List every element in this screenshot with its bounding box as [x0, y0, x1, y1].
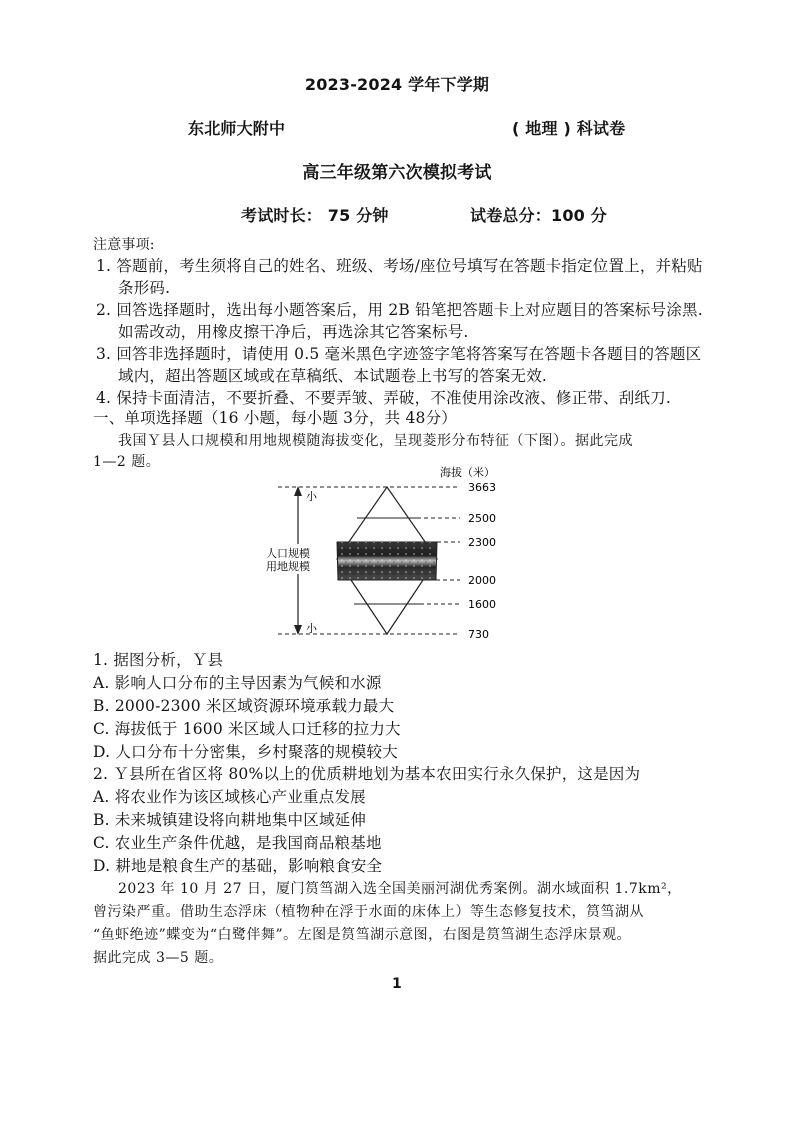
elevation-label: 3663: [468, 481, 496, 494]
note-item: 域内，超出答题区域或在草稿纸、本试题卷上书写的答案无效.: [118, 367, 548, 385]
section-title: 一、单项选择题（16 小题，每小题 3分，共 48分）: [93, 409, 457, 427]
question-2-option-c: C. 农业生产条件优越，是我国商品粮基地: [93, 834, 382, 852]
elevation-label: 1600: [468, 598, 496, 611]
note-item: 条形码.: [118, 279, 171, 297]
elevation-label: 2500: [468, 512, 496, 525]
note-item: 4. 保持卡面清洁，不要折叠、不要弄皱、弄破，不准使用涂改液、修正带、刮纸刀.: [96, 389, 671, 407]
exam-duration: 考试时长： 75 分钟: [241, 206, 389, 225]
question-1-option-c: C. 海拔低于 1600 米区域人口迁移的拉力大: [93, 720, 401, 738]
exam-title: 高三年级第六次模拟考试: [302, 163, 492, 183]
elevation-label: 730: [468, 628, 489, 641]
note-item: 1. 答题前，考生须将自己的姓名、班级、考场/座位号填写在答题卡指定位置上，并粘贴: [96, 257, 703, 275]
scale-label-land: 用地规模: [266, 560, 310, 573]
axis-title: 海拔（米）: [440, 466, 495, 479]
elevation-label: 2300: [468, 536, 496, 549]
question-2-option-a: A. 将农业作为该区域核心产业重点发展: [93, 788, 366, 806]
page-number: 1: [392, 976, 402, 992]
question-1-option-d: D. 人口分布十分密集，乡村聚落的规模较大: [93, 743, 398, 761]
note-item: 3. 回答非选择题时，请使用 0.5 毫米黑色字迹签字笔将答案写在答题卡各题目的答题区: [96, 345, 702, 363]
question-1-option-b: B. 2000-2300 米区域资源环境承载力最大: [93, 697, 395, 715]
elevation-diamond-figure: [260, 462, 520, 642]
question-2-option-b: B. 未来城镇建设将向耕地集中区域延伸: [93, 811, 367, 829]
question-1-stem: 1. 据图分析，Ｙ县: [93, 651, 224, 669]
subject-paper: ( 地理 ) 科试卷: [512, 119, 626, 138]
passage-line: 据此完成 3—5 题。: [93, 950, 224, 966]
section-intro: 我国Ｙ县人口规模和用地规模随海拔变化，呈现菱形分布特征（下图）。据此完成: [118, 433, 633, 449]
scale-label-population: 人口规模: [266, 547, 310, 560]
question-2-option-d: D. 耕地是粮食生产的基础，影响粮食安全: [93, 857, 383, 875]
note-item: 如需改动，用橡皮擦干净后，再选涂其它答案标号.: [118, 323, 469, 341]
top-small-mark: 小: [306, 490, 317, 503]
notes-title: 注意事项:: [93, 237, 155, 253]
question-1-option-a: A. 影响人口分布的主导因素为气候和水源: [93, 674, 382, 692]
section-intro: 1—2 题。: [93, 454, 161, 470]
term-title: 2023-2024 学年下学期: [304, 75, 490, 94]
elevation-label: 2000: [468, 574, 496, 587]
bottom-small-mark: 小: [306, 622, 317, 635]
school-name: 东北师大附中: [188, 119, 286, 138]
question-2-stem: 2. Ｙ县所在省区将 80%以上的优质耕地划为基本农田实行永久保护，这是因为: [93, 765, 641, 783]
note-item: 2. 回答选择题时，选出每小题答案后，用 2B 铅笔把答题卡上对应题目的答案标号涂黑.: [96, 301, 703, 319]
passage-line: 曾污染严重。借助生态浮床（植物种在浮于水面的床体上）等生态修复技术，筼筜湖从: [93, 904, 644, 920]
passage-line: 2023 年 10 月 27 日，厦门筼筜湖入选全国美丽河湖优秀案例。湖水域面积 1.7km²，: [118, 881, 682, 897]
passage-line: “鱼虾绝迹”蝶变为“白鹭伴舞”。左图是筼筜湖示意图，右图是筼筜湖生态浮床景观。: [93, 927, 632, 943]
total-score: 试卷总分：100 分: [470, 206, 607, 225]
